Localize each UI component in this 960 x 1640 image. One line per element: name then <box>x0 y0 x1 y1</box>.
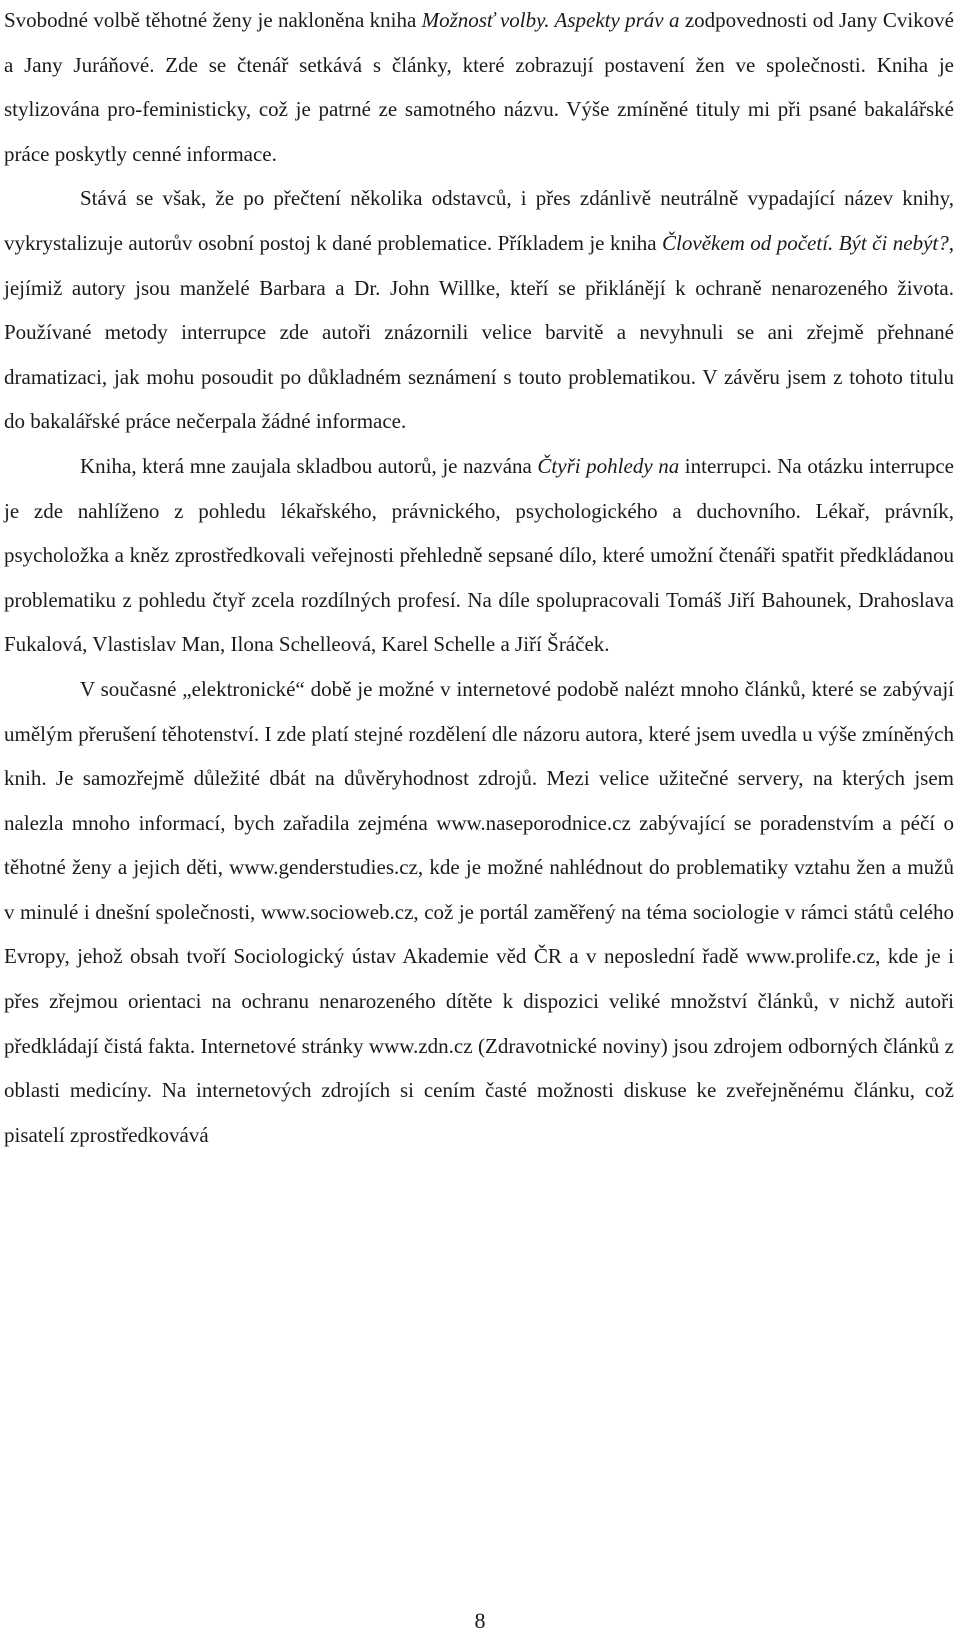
document-page <box>4 0 954 1588</box>
paragraph-2-text-1: Stává se však, že po přečtení několika odstavců, i přes zdánlivě neutrálně vypadající název knihy, vykrystalizuje autorův osobní postoj k dané problematice. Příkladem je kniha <box>4 186 954 255</box>
paragraph-1-text-1: Svobodné volbě těhotné ženy je nakloněna kniha <box>4 8 422 32</box>
page-number: 8 <box>474 1608 486 1633</box>
paragraph-4 <box>4 667 954 1158</box>
paragraph-1 <box>4 0 954 176</box>
book-title-moznost-volby: Možnosť volby. Aspekty práv a <box>421 8 680 32</box>
paragraph-4-text-1: V současné „elektronické“ době je možné v internetové podobě nalézt mnoho článků, které se zabývají umělým přerušení těhotenství. I zde platí stejné rozdělení dle názoru autora, které jsem uvedla u výše zmíněných knih. Je samozřejmě důležité dbát na důvěryhodnost zdrojů. Mezi velice užitečné servery, na kterých jsem nalezla mnoho informací, bych zařadila zejména www.naseporodnice.cz zabývající se poradenstvím a péčí o těhotné ženy a jejich děti, www.genderstudies.cz, kde je možné nahlédnout do problematiky vztahu žen a mužů v minulé i dnešní společnosti, www.socioweb.cz, což je portál zaměřený na téma sociologie v rámci států celého Evropy, jehož obsah tvoří Sociologický ústav Akademie věd ČR a v neposlední řadě www.prolife.cz, kde je i přes zřejmou orientaci na ochranu nenarozeného dítěte k dispozici veliké množství článků, v nichž autoři předkládají čistá fakta. Internetové stránky www.zdn.cz (Zdravotnické noviny) jsou zdrojem odborných článků z oblasti medicíny. Na internetových zdrojích si cením časté možnosti diskuse ke zveřejněnému článku, což pisatelí zprostředkovává <box>4 676 954 1147</box>
paragraph-2-text-2: , jejímiž autory jsou manželé Barbara a Dr. John Willke, kteří se přiklánějí k ochraně nenarozeného života. Používané metody interrupce zde autoři znázornili velice barvitě a nevyhnuli se ani zřejmě přehnané dramatizaci, jak mohu posoudit po důkladném seznámení s touto problematikou. V závěru jsem z tohoto titulu do bakalářské práce nečerpala žádné informace. <box>4 230 954 434</box>
paragraph-3-text-2: interrupci. Na otázku interrupce je zde nahlíženo z pohledu lékařského, právnického, psychologického a duchovního. Lékař, právník, psycholožka a kněz zprostředkovali veřejnosti přehledně sepsané dílo, které umožní čtenáři spatřit předkládanou problematiku z pohledu čtyř zcela rozdílných profesí. Na díle spolupracovali Tomáš Jiří Bahounek, Drahoslava Fukalová, Vlastislav Man, Ilona Schelleová, Karel Schelle a Jiří Šráček. <box>4 453 954 657</box>
paragraph-3-text-1: Kniha, která mne zaujala skladbou autorů, je nazvána <box>80 453 538 478</box>
paragraph-3 <box>4 444 954 667</box>
book-title-clovekem-od-poceti: Člověkem od početí. Být či nebýt? <box>662 230 949 255</box>
book-title-ctyri-pohledy: Čtyři pohledy na <box>537 453 680 478</box>
paragraph-2 <box>4 176 954 444</box>
paragraph-1-text-2: zodpovednosti od Jany Cvikové a Jany Juráňové. Zde se čtenář setkává s články, které zobrazují postavení žen ve společnosti. Kniha je stylizována pro-feministicky, což je patrné ze samotného názvu. Výše zmíněné tituly mi při psané bakalářské práce poskytly cenné informace. <box>4 8 955 166</box>
